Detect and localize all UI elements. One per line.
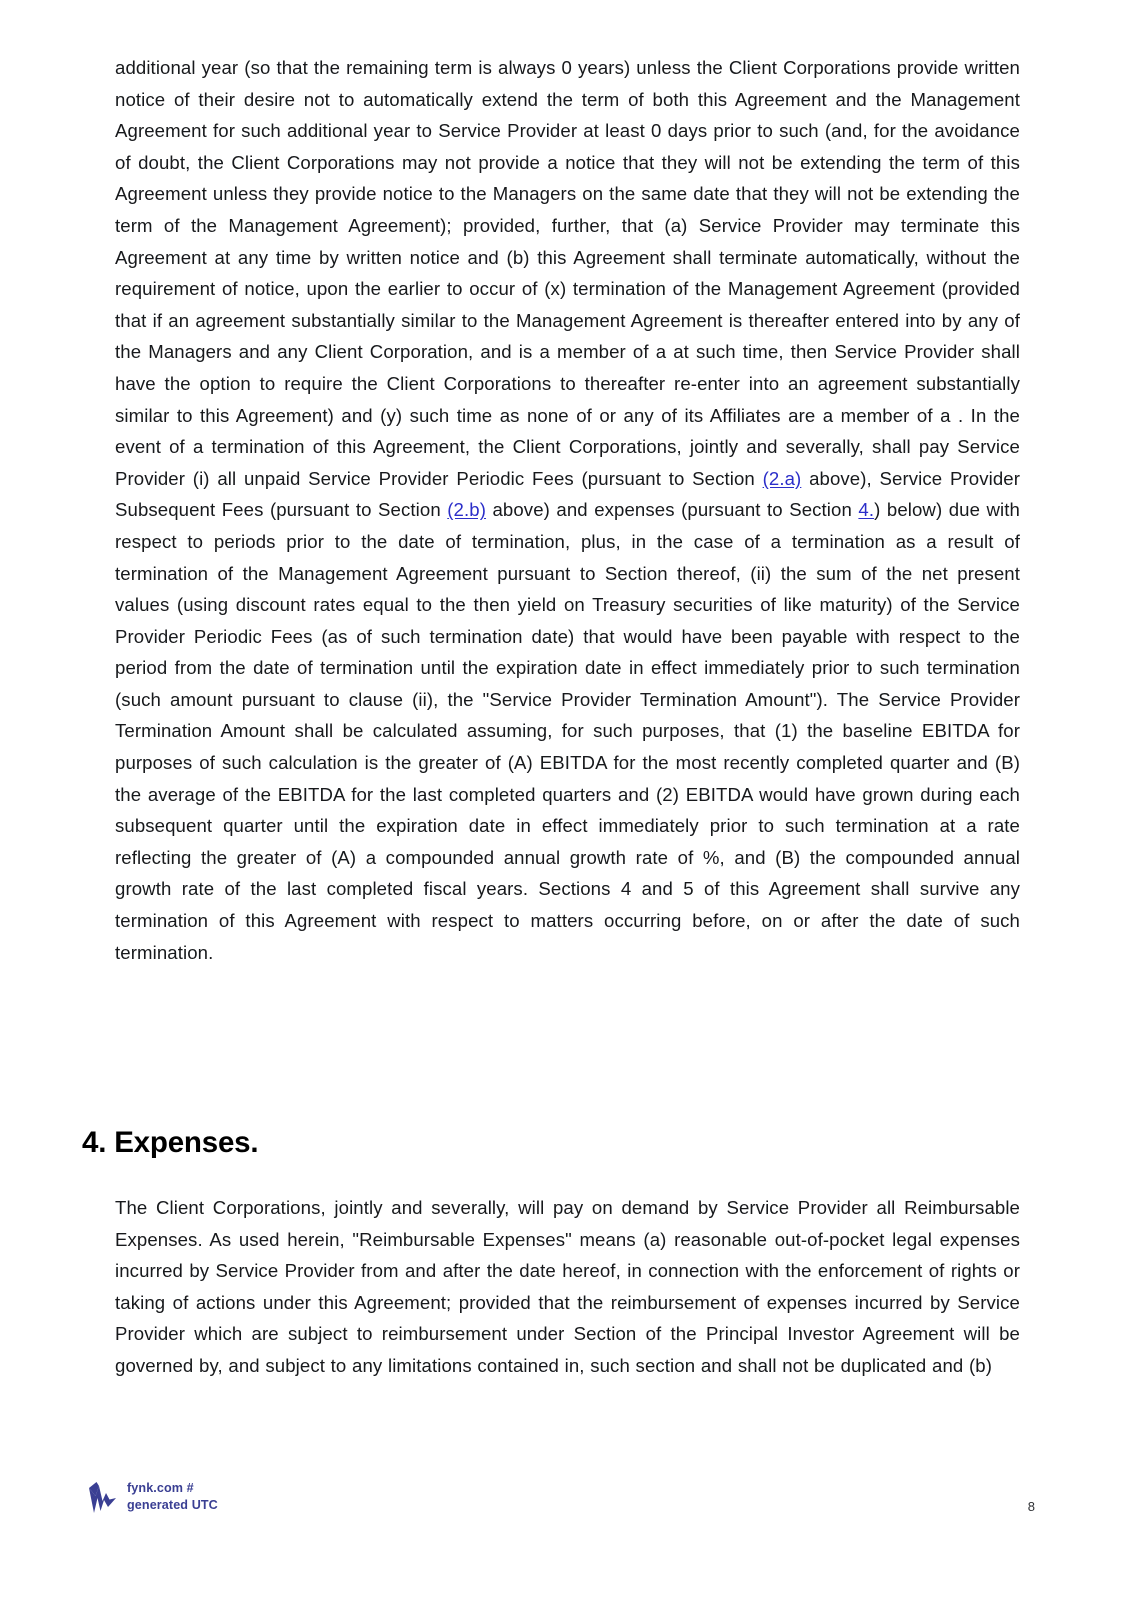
section-link-2b[interactable]: (2.b) [447, 499, 486, 521]
page-footer [0, 1470, 1131, 1540]
section-number: 4. [82, 1126, 107, 1159]
section-heading-expenses [82, 1126, 258, 1160]
section-link-4[interactable]: 4. [858, 499, 875, 521]
footer-text-lines [127, 1480, 218, 1514]
paragraph-segment-3: above) and expenses (pursuant to Section [486, 499, 859, 521]
footer-generated-stamp: generated UTC [127, 1498, 218, 1512]
page-number: 8 [1027, 1499, 1035, 1514]
footer-brand[interactable] [87, 1480, 218, 1514]
section-link-2a[interactable]: (2.a) [762, 467, 802, 489]
clause-3-paragraph [115, 52, 1020, 968]
footer-url: fynk.com # [127, 1481, 194, 1495]
section-title: Expenses. [114, 1126, 259, 1159]
clause-continuation-block [115, 52, 1020, 968]
expenses-paragraph: The Client Corporations, jointly and severally, will pay on demand by Service Provider all Reimbursable Expenses. As used herein, "Reimbursable Expenses" means (a) reasonable out-of-pocket legal expenses incurred by Service Provider from and after the date hereof, in connection with the enforcement of rights or taking of actions under this Agreement; provided that the reimbursement of expenses incurred by Service Provider which are subject to reimbursement under Section of the Principal Investor Agreement will be governed by, and subject to any limitations contained in, such section and shall not be duplicated and (b) [115, 1197, 1020, 1376]
fynk-bird-logo-icon [87, 1480, 117, 1514]
paragraph-segment-4: ) below) due with respect to periods prior to the date of termination, plus, in the case of a termination as a result of termination of the Management Agreement pursuant to Section thereof, (ii) the sum of the net present values (using discount rates equal to the then yield on Treasury securities of like maturity) of the Service Provider Periodic Fees (as of such termination date) that would have been payable with respect to the period from the date of termination until the expiration date in effect immediately prior to such termination (such amount pursuant to clause (ii), the "Service Provider Termination Amount"). The Service Provider Termination Amount shall be calculated assuming, for such purposes, that (1) the baseline EBITDA for purposes of such calculation is the greater of (A) EBITDA for the most recently completed quarter and (B) the average of the EBITDA for the last completed quarters and (2) EBITDA would have grown during each subsequent quarter until the expiration date in effect immediately prior to such termination at a rate reflecting the greater of (A) a compounded annual growth rate of %, and (B) the compounded annual growth rate of the last completed fiscal years. Sections 4 and 5 of this Agreement shall survive any termination of this Agreement with respect to matters occurring before, on or after the date of such termination. [115, 499, 1020, 963]
paragraph-segment-1: additional year (so that the remaining term is always 0 years) unless the Client Corporations provide written notice of their desire not to automatically extend the term of both this Agreement and the Management Agreement for such additional year to Service Provider at least 0 days prior to such (and, for the avoidance of doubt, the Client Corporations may not provide a notice that they will not be extending the term of this Agreement unless they provide notice to the Managers on the same date that they will not be extending the term of the Management Agreement); provided, further, that (a) Service Provider may terminate this Agreement at any time by written notice and (b) this Agreement shall terminate automatically, without the requirement of notice, upon the earlier to occur of (x) termination of the Management Agreement (provided that if an agreement substantially similar to the Management Agreement is thereafter entered into by any of the Managers and any Client Corporation, and is a member of a at such time, then Service Provider shall have the option to require the Client Corporations to thereafter re-enter into an agreement substantially similar to this Agreement) and (y) such time as none of or any of its Affiliates are a member of a . In the event of a termination of this Agreement, the Client Corporations, jointly and severally, shall pay Service Provider (i) all unpaid Service Provider Periodic Fees (pursuant to Section [115, 57, 1020, 489]
expenses-body-block [115, 1192, 1020, 1382]
paragraph-segment-2: above), Service Provider Subsequent Fees (pursuant to Section [115, 467, 1021, 521]
